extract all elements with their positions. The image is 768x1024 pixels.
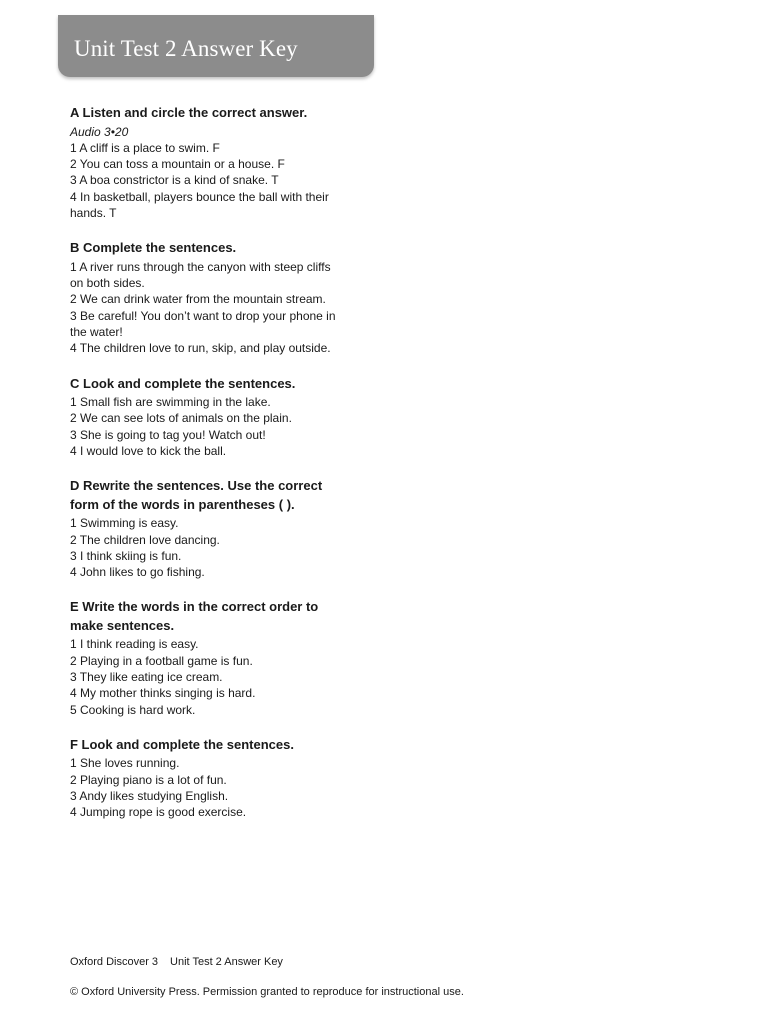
answer-item: 4 I would love to kick the ball. [70,443,227,458]
answer-item: 2 Playing piano is a lot of fun. [70,772,227,787]
answer-item: 3 Be careful! You don’t want to drop your phone in the water! [70,308,336,339]
answer-item: 4 Jumping rope is good exercise. [70,805,247,820]
section-heading: E Write the words in the correct order to make sentences. [70,599,319,633]
answer-item: 2 The children love dancing. [70,532,220,547]
copyright-notice: © Oxford University Press. Permission granted to reproduce for instructional use. [70,986,464,998]
section-a [70,104,340,221]
answer-item: 1 A river runs through the canyon with steep cliffs on both sides. [70,259,331,291]
answer-key-content [70,104,340,839]
page-title: Unit Test 2 Answer Key [74,36,298,61]
section-e [70,598,340,717]
section-heading: F Look and complete the sentences. [70,736,294,752]
answer-item: 2 We can see lots of animals on the plain. [70,411,292,426]
answer-item: 1 Small fish are swimming in the lake. [70,395,271,410]
answer-item: 2 You can toss a mountain or a house. F [70,157,285,172]
answer-item: 2 Playing in a football game is fun. [70,653,253,668]
answer-item: 1 A cliff is a place to swim. F [70,140,220,155]
answer-item: 4 The children love to run, skip, and play outside. [70,341,331,356]
section-heading: A Listen and circle the correct answer. [70,105,308,120]
answer-item: 3 She is going to tag you! Watch out! [70,427,266,442]
answer-item: 1 I think reading is easy. [70,637,199,652]
footer-book-title: Oxford Discover 3 [70,956,159,968]
answer-item: 1 Swimming is easy. [70,516,179,531]
answer-item: 3 They like eating ice cream. [70,670,223,685]
audio-note: Audio 3•20 [70,124,129,139]
answer-item: 3 Andy likes studying English. [70,789,229,804]
answer-item: 4 In basketball, players bounce the ball with their hands. T [70,189,329,220]
answer-item: 4 John likes to go fishing. [70,565,205,580]
answer-item: 3 I think skiing is fun. [70,548,182,563]
section-c [70,375,340,460]
answer-item: 4 My mother thinks singing is hard. [70,686,256,701]
answer-item: 1 She loves running. [70,756,180,771]
section-b [70,239,340,356]
footer [70,956,283,968]
section-heading: C Look and complete the sentences. [70,375,296,391]
section-f [70,736,340,821]
answer-item: 3 A boa constrictor is a kind of snake. T [70,173,279,188]
title-banner [58,15,374,77]
answer-item: 5 Cooking is hard work. [70,702,196,717]
answer-item: 2 We can drink water from the mountain stream. [70,292,326,307]
footer-doc-title: Unit Test 2 Answer Key [170,956,283,968]
section-d [70,477,340,580]
section-heading: D Rewrite the sentences. Use the correct form of the words in parentheses ( ). [70,478,323,512]
section-heading: B Complete the sentences. [70,240,237,256]
